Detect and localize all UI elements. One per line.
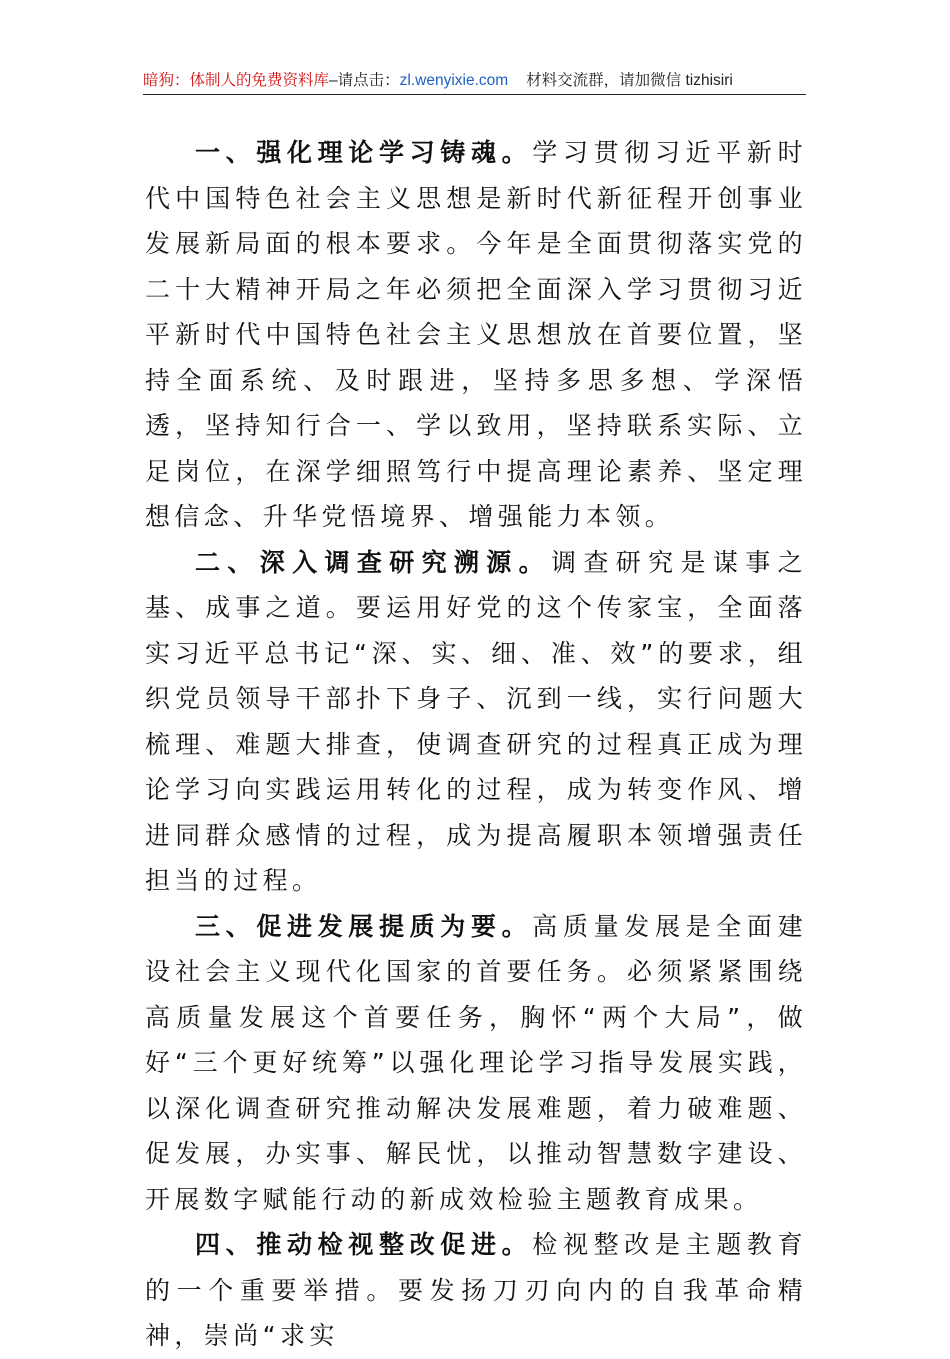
paragraph-4: [145, 1222, 807, 1359]
header-url-link[interactable]: zl.wenyixie.com: [399, 72, 509, 89]
paragraph-2: [145, 540, 807, 904]
page-header: [143, 68, 806, 95]
paragraph-4-heading: 四、推动检视整改促进。: [195, 1230, 533, 1259]
paragraph-3-heading: 三、促进发展提质为要。: [195, 911, 533, 941]
document-body: [145, 130, 807, 1359]
paragraph-2-heading: 二、深入调查研究溯源。: [195, 547, 552, 577]
paragraph-1-text: 学习贯彻习近平新时代中国特色社会主义思想是新时代新征程开创事业发展新局面的根本要求。今年是全面贯彻落实党的二十大精神开局之年必须把全面深入学习贯彻习近平新时代中国特色社会主义思想放在首要位置，坚持全面系统、及时跟进，坚持多思多想、学深悟透，坚持知行合一、学以致用，坚持联系实际、立足岗位，在深学细照笃行中提高理论素养、坚定理想信念、升华党悟境界、增强能力本领。: [145, 138, 807, 531]
header-link-prompt: –请点击：: [329, 72, 400, 89]
paragraph-1-heading: 一、强化理论学习铸魂。: [195, 138, 533, 167]
paragraph-3-text: 高质量发展是全面建设社会主义现代化国家的首要任务。必须紧紧围绕高质量发展这个首要任务，胸怀“两个大局”，做好“三个更好统筹”以强化理论学习指导发展实践，以深化调查研究推动解决发展难题，着力破难题、促发展，办实事、解民忧，以推动智慧数字建设、开展数字赋能行动的新成效检验主题教育成果。: [145, 911, 807, 1214]
paragraph-3: [145, 904, 807, 1223]
paragraph-2-text: 调查研究是谋事之基、成事之道。要运用好党的这个传家宝，全面落实习近平总书记“深、实、细、准、效”的要求，组织党员领导干部扑下身子、沉到一线，实行问题大梳理、难题大排查，使调查研究的过程真正成为理论学习向实践运用转化的过程，成为转变作风、增进同群众感情的过程，成为提高履职本领增强责任担当的过程。: [145, 547, 807, 895]
header-contact: 材料交流群，请加微信 tizhisiri: [526, 72, 733, 89]
paragraph-4-text: 检视整改是主题教育的一个重要举措。要发扬刀刃向内的自我革命精神，崇尚“求实: [145, 1230, 807, 1350]
header-brand: 暗狗：体制人的免费资料库: [143, 72, 330, 89]
paragraph-1: [145, 130, 807, 540]
